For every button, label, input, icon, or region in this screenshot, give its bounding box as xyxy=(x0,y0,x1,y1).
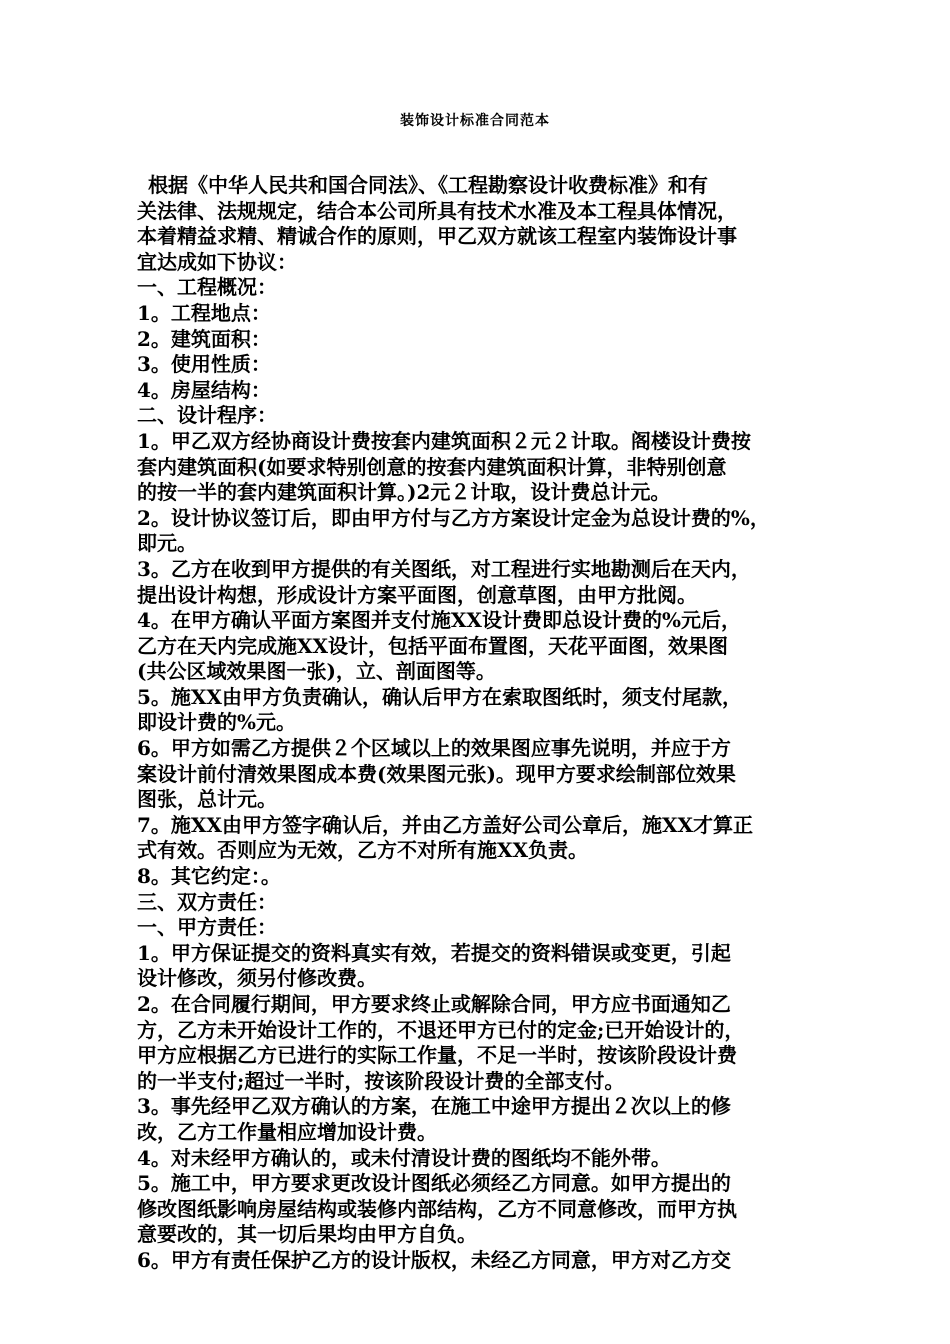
body-line: (共公区域效果图一张)，立、剖面图等。 xyxy=(137,659,496,684)
body-line: 一、工程概况： xyxy=(137,275,277,300)
body-line: 4。对未经甲方确认的，或未付清设计费的图纸均不能外带。 xyxy=(137,1145,671,1170)
body-line: 方，乙方未开始设计工作的，不退还甲方已付的定金;已开始设计的， xyxy=(137,1017,745,1042)
body-line: 4。房屋结构： xyxy=(137,377,271,402)
body-line: 7。施XX由甲方签字确认后，并由乙方盖好公司公章后，施XX才算正 xyxy=(137,812,753,837)
body-line: 乙方在天内完成施XX设计，包括平面布置图，天花平面图，效果图 xyxy=(137,633,729,658)
body-line: 式有效。否则应为无效，乙方不对所有施XX负责。 xyxy=(137,838,589,863)
body-line: 设计修改，须另付修改费。 xyxy=(137,966,377,991)
body-line: 提出设计构想，形成设计方案平面图，创意草图，由甲方批阅。 xyxy=(137,582,697,607)
body-line: 的一半支付;超过一半时，按该阶段设计费的全部支付。 xyxy=(137,1068,625,1093)
body-line: 5。施XX由甲方负责确认，确认后甲方在索取图纸时，须支付尾款， xyxy=(137,684,742,709)
body-line: 1。工程地点： xyxy=(137,300,271,325)
body-line: 即元。 xyxy=(137,531,197,556)
body-line: 宜达成如下协议： xyxy=(137,249,297,274)
body-line: 关法律、法规规定，结合本公司所具有技术水准及本工程具体情况， xyxy=(137,198,737,223)
body-line: 意要改的，其一切后果均由甲方自负。 xyxy=(137,1222,477,1247)
body-line: 4。在甲方确认平面方案图并支付施XX设计费即总设计费的%元后， xyxy=(137,608,741,633)
body-line: 8。其它约定：。 xyxy=(137,864,281,889)
body-line: 2。建筑面积： xyxy=(137,326,271,351)
document-body xyxy=(137,173,827,1274)
body-line: 6。甲方如需乙方提供２个区域以上的效果图应事先说明，并应于方 xyxy=(137,736,731,761)
body-line: 图张，总计元。 xyxy=(137,787,277,812)
body-line: 即设计费的%元。 xyxy=(137,710,297,735)
body-line: 3。事先经甲乙双方确认的方案，在施工中途甲方提出２次以上的修 xyxy=(137,1094,731,1119)
body-line: 5。施工中，甲方要求更改设计图纸必须经乙方同意。如甲方提出的 xyxy=(137,1171,731,1196)
body-line: 本着精益求精、精诚合作的原则，甲乙双方就该工程室内装饰设计事 xyxy=(137,224,737,249)
body-line: 3。乙方在收到甲方提供的有关图纸，对工程进行实地勘测后在天内， xyxy=(137,556,751,581)
body-line: 1。甲方保证提交的资料真实有效，若提交的资料错误或变更，引起 xyxy=(137,940,731,965)
body-line: 2。在合同履行期间，甲方要求终止或解除合同，甲方应书面通知乙 xyxy=(137,992,731,1016)
body-line: 3。使用性质： xyxy=(137,352,271,377)
body-line: 改，乙方工作量相应增加设计费。 xyxy=(137,1119,437,1144)
body-line: 1。甲乙双方经协商设计费按套内建筑面积２元２计取。阁楼设计费按 xyxy=(137,428,751,453)
body-line: 甲方应根据乙方已进行的实际工作量，不足一半时，按该阶段设计费 xyxy=(137,1043,737,1068)
body-line: 修改图纸影响房屋结构或装修内部结构，乙方不同意修改，而甲方执 xyxy=(137,1196,737,1221)
body-line: 根据《中华人民共和国合同法》、《工程勘察设计收费标准》和有 xyxy=(148,173,708,197)
document-title: 装饰设计标准合同范本 xyxy=(400,113,550,129)
body-line: 2。设计协议签订后，即由甲方付与乙方方案设计定金为总设计费的%， xyxy=(137,505,770,530)
body-line: 一、甲方责任： xyxy=(137,915,277,940)
body-line: 套内建筑面积(如要求特别创意的按套内建筑面积计算，非特别创意 xyxy=(137,454,727,479)
body-line: 的按一半的套内建筑面积计算。)2元２计取，设计费总计元。 xyxy=(137,480,671,505)
body-line: 案设计前付清效果图成本费(效果图元张)。现甲方要求绘制部位效果 xyxy=(137,761,736,786)
body-line: 三、双方责任： xyxy=(137,889,277,914)
body-line: 6。甲方有责任保护乙方的设计版权，未经乙方同意，甲方对乙方交 xyxy=(137,1247,731,1272)
body-line: 二、设计程序： xyxy=(137,403,277,428)
